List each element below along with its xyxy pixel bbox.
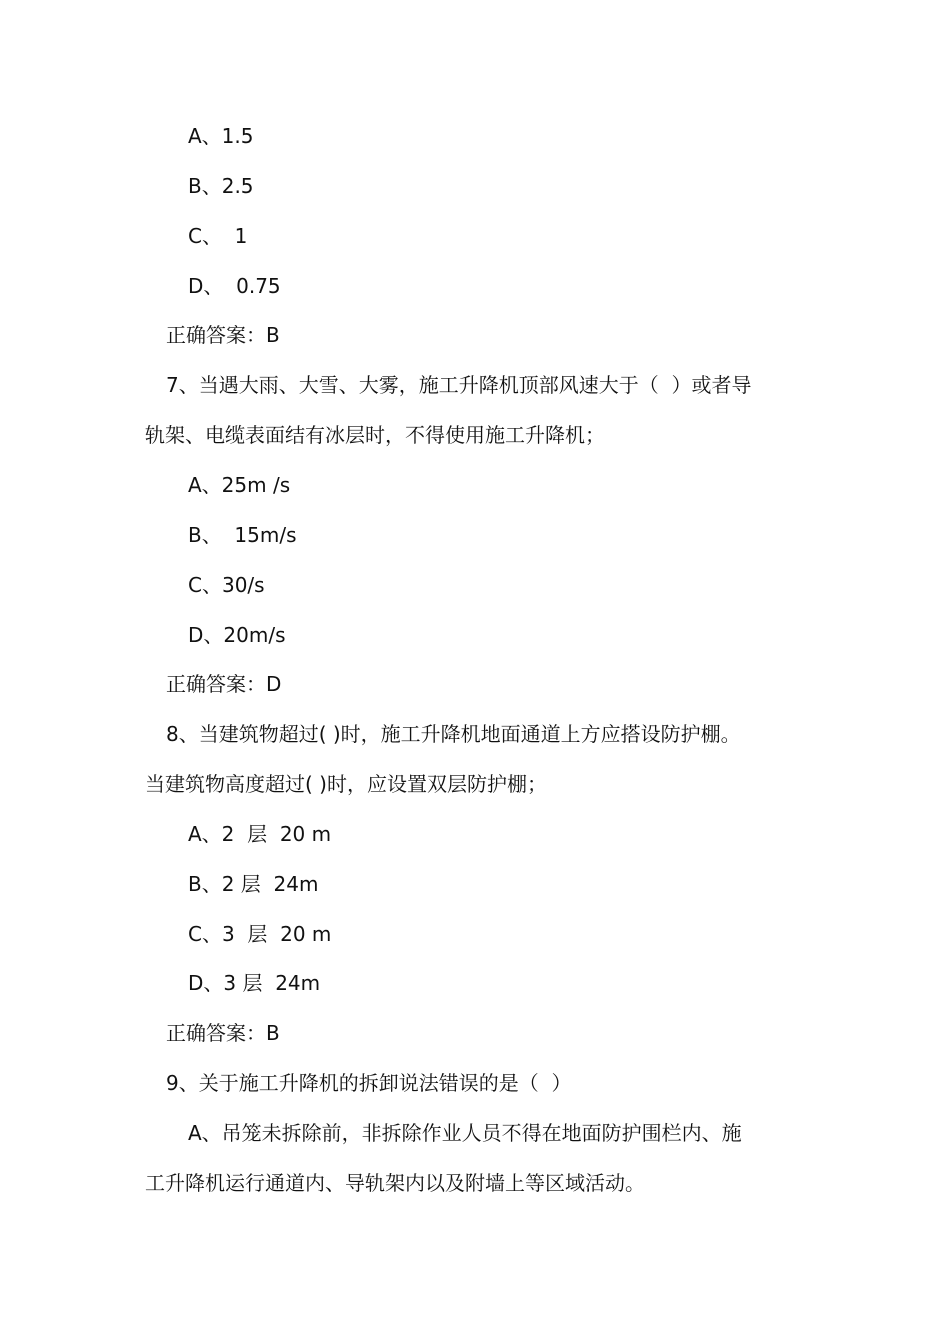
question-8-line-1: 8、当建筑物超过( )时，施工升降机地面通道上方应搭设防护棚。 — [166, 722, 741, 746]
question-7-line-1: 7、当遇大雨、大雪、大雾，施工升降机顶部风速大于（ ）或者导 — [166, 373, 752, 397]
question-9: 9、关于施工升降机的拆卸说法错误的是（ ） — [166, 1071, 572, 1095]
option-a-q7: A、25m /s — [188, 473, 291, 497]
answer-q7: 正确答案：D — [166, 672, 282, 696]
question-7-line-2: 轨架、电缆表面结有冰层时，不得使用施工升降机； — [145, 423, 605, 447]
option-a-q9-line-1: A、吊笼未拆除前，非拆除作业人员不得在地面防护围栏内、施 — [188, 1121, 742, 1145]
question-8-line-2: 当建筑物高度超过( )时，应设置双层防护棚； — [145, 772, 547, 796]
option-c-q8: C、3 层 20 m — [188, 922, 332, 946]
option-b-q8: B、2 层 24m — [188, 872, 319, 896]
option-b-q6: B、2.5 — [188, 174, 254, 198]
option-b-q7: B、 15m/s — [188, 523, 297, 547]
option-d-q6: D、 0.75 — [188, 274, 281, 298]
option-a-q9-line-2: 工升降机运行通道内、导轨架内以及附墙上等区域活动。 — [145, 1171, 645, 1195]
option-d-q7: D、20m/s — [188, 623, 286, 647]
answer-q6: 正确答案：B — [166, 323, 280, 347]
option-c-q7: C、30/s — [188, 573, 265, 597]
option-a-q8: A、2 层 20 m — [188, 822, 332, 846]
option-c-q6: C、 1 — [188, 224, 248, 248]
option-d-q8: D、3 层 24m — [188, 971, 321, 995]
answer-q8: 正确答案：B — [166, 1021, 280, 1045]
option-a-q6: A、1.5 — [188, 124, 254, 148]
